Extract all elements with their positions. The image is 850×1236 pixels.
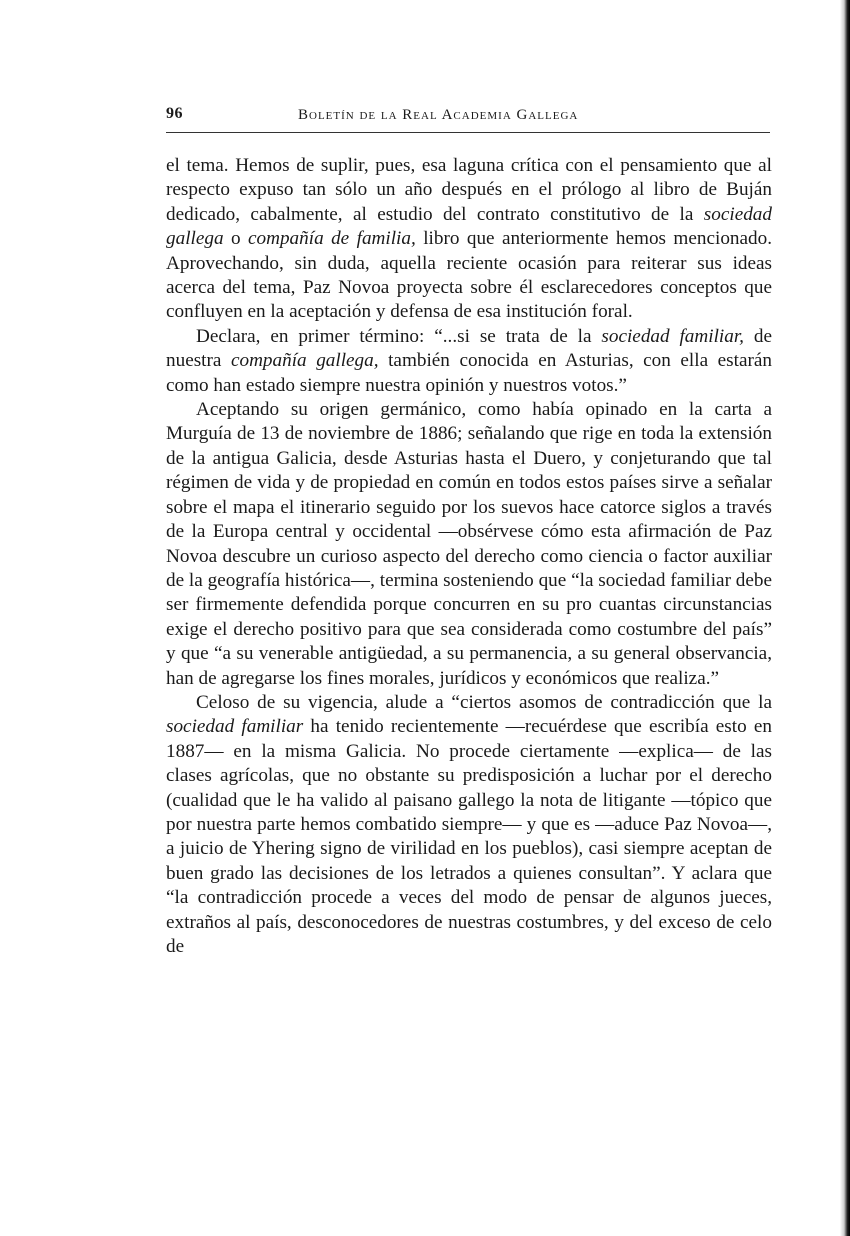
text-run: Aceptando su origen germánico, como había opinado en la carta a Murguía de 13 de noviembre de 1886; señalando que rige en toda la extensión de la antigua Galicia, desde Asturias hasta el Duero, y conjeturando que tal régimen de vida y de propiedad en común en todos estos países sirve a señalar sobre el mapa el itinerario seguido por los suevos hace catorce siglos a través de la Europa central y occidental —obsérvese cómo esta afirmación de Paz Novoa descubre un curioso aspecto del derecho como ciencia o factor auxiliar de la geografía histórica—, termina sosteniendo que “la sociedad familiar debe ser firmemente defendida porque concurren en su pro cuantas circunstancias exige el derecho positivo para que sea considerada como costumbre del país” y que “a su venerable antigüedad, a su permanencia, a su general observancia, han de agregarse los fines morales, jurídicos y económicos que realiza.” bbox=[166, 399, 772, 689]
body-text bbox=[166, 154, 772, 959]
italic-text: sociedad familiar bbox=[166, 716, 304, 738]
italic-text: sociedad gallega bbox=[166, 203, 772, 250]
text-run: libro que anteriormente hemos mencionado. Aprovechando, sin duda, aquella reciente ocasión para reiterar sus ideas acerca del tema, Paz Novoa proyecta sobre él esclarecedores conceptos que confluyen en la aceptación y defensa de esa institución foral. bbox=[166, 228, 773, 323]
paragraph bbox=[166, 398, 772, 691]
text-run: ha tenido recientemente —recuérdese que escribía esto en 1887— en la misma Galicia. No procede ciertamente —explica— de las clases agrícolas, que no obstante su predisposición a luchar por el derecho (cualidad que le ha valido al paisano gallego la nota de litigante —tópico que por nuestra parte hemos combatido siempre— y que es —aduce Paz Novoa—, a juicio de Yhering signo de virilidad en los pueblos), casi siempre aceptan de buen grado las decisiones de los letrados a quienes consultan”. Y aclara que “la contradicción procede a veces del modo de pensar de algunos jueces, extraños al país, desconocedores de nuestras costumbres, y del exceso de celo de bbox=[166, 716, 772, 957]
text-run: también conocida en Asturias, con ella estarán como han estado siempre nuestra opinión y nuestros votos.” bbox=[166, 350, 772, 396]
text-run: o bbox=[223, 228, 248, 250]
text-run: de nuestra bbox=[166, 325, 772, 372]
italic-text: compañía de familia, bbox=[248, 228, 416, 250]
running-header bbox=[166, 103, 770, 133]
paragraph bbox=[166, 325, 772, 398]
text-run: Celoso de su vigencia, alude a “ciertos asomos de contradicción que la bbox=[196, 691, 772, 713]
header-rule bbox=[166, 132, 770, 133]
running-head-title: Boletín de la Real Academia Gallega bbox=[298, 107, 579, 123]
italic-text: sociedad familiar, bbox=[601, 325, 744, 347]
page-edge-shadow bbox=[840, 0, 850, 1236]
text-run: Declara, en primer término: “...si se trata de la bbox=[196, 325, 602, 347]
paragraph bbox=[166, 691, 772, 959]
italic-text: compañía gallega, bbox=[230, 350, 379, 372]
text-run: el tema. Hemos de suplir, pues, esa laguna crítica con el pensamiento que al respecto expuso tan sólo un año después en el prólogo al libro de Buján dedicado, cabalmente, al estudio del contrato constitutivo de la bbox=[166, 155, 772, 225]
paragraph bbox=[166, 154, 772, 325]
page-number: 96 bbox=[166, 105, 183, 122]
